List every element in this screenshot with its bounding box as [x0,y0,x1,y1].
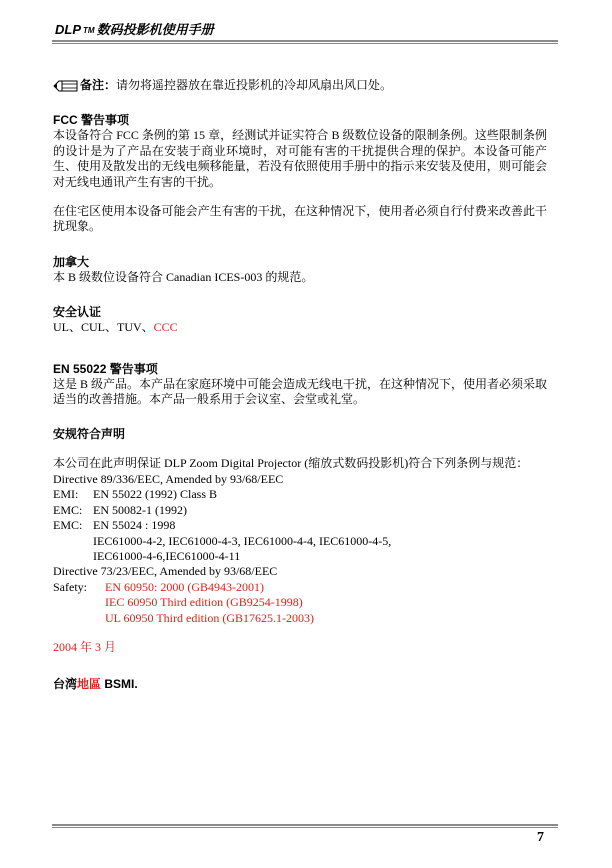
fcc-paragraph-2: 在住宅区使用本设备可能会产生有害的干扰，在这种情况下，使用者必须自行付费来改善此干扰现象。 [53,204,547,234]
compliance-intro: 本公司在此声明保证 DLP Zoom Digital Projector (缩放式数码投影机)符合下列条例与规范： [53,456,529,471]
safety-cert-text [53,320,547,335]
canada-text: 本 B 级数位设备符合 Canadian ICES-003 的规范。 [53,269,314,284]
safety-value-1: EN 60950: 2000 (GB4943-2001) [105,579,264,594]
emc-row-1 [53,503,547,518]
declaration-date: 2004 年 3 月 [53,639,117,654]
pencil-icon [53,79,79,93]
safety-key: Safety: [53,579,87,594]
emc-key-2: EMC: [53,518,83,533]
page-content [53,78,547,693]
emc-value-2: EN 55024 : 1998 [93,518,176,533]
safety-row [53,580,547,595]
note-text: 请勿将遥控器放在靠近投影机的冷却风扇出风口处。 [116,78,393,92]
fcc-paragraph-1: 本设备符合 FCC 条例的第 15 章，经测试并证实符合 B 级数位设备的限制条例。这些限制条例的设计是为了产品在安装于商业环境时，对可能有害的干扰提供合理的保护。本设备可能产生、使用及散发出的无线电频移能量，若没有依照使用手册中的指示来安装及使用，则可能会对无线电通讯产生有害的干扰。 [53,128,547,189]
safety-value-2: IEC 60950 Third edition (GB9254-1998) [105,595,303,610]
emc-standards-line-1: IEC61000-4-2, IEC61000-4-3, IEC61000-4-4, IEC61000-4-5, [93,533,392,548]
note-label: 备注： [80,78,117,92]
ccc-label: CCC [153,320,178,335]
en55022-text: 这是 B 级产品。本产品在家庭环境中可能会造成无线电干扰，在这种情况下，使用者必须采取适当的改善措施。本产品一般系用于会议室、会堂或礼堂。 [53,376,548,407]
footer-rule [52,824,558,828]
safety-value-3: UL 60950 Third edition (GB17625.1-2003) [105,610,314,625]
emi-row [53,487,547,502]
header-title-suffix: 数码投影机使用手册 [96,22,214,37]
taiwan-prefix: 台湾 [53,677,78,692]
en55022-title: EN 55022 警告事项 [53,361,158,376]
note-line [53,78,547,93]
trademark-mark: TM [83,26,95,35]
directive-1: Directive 89/336/EEC, Amended by 93/68/EEC [53,471,284,486]
directive-2: Directive 73/23/EEC, Amended by 93/68/EEC [53,564,278,579]
taiwan-bsmi [53,677,547,692]
canada-title: 加拿大 [53,254,90,269]
header-title-prefix: DLP [55,22,81,37]
taiwan-region: 地區 [77,677,102,692]
compliance-title: 安规符合声明 [53,427,126,442]
emi-key: EMI: [53,487,79,502]
header-rule [52,40,558,44]
emc-value-1: EN 50082-1 (1992) [93,502,187,517]
safety-cert-list: UL、CUL、TUV、 [53,320,154,335]
safety-cert-title: 安全认证 [53,305,102,320]
emc-key-1: EMC: [53,502,83,517]
emi-value: EN 55022 (1992) Class B [93,487,217,502]
emc-standards-line-2: IEC61000-4-6,IEC61000-4-11 [93,548,241,563]
taiwan-suffix: BSMI. [101,677,138,692]
fcc-title: FCC 警告事项 [53,113,129,128]
page-number: 7 [537,830,544,845]
emc-row-2 [53,518,547,533]
page-header [55,19,214,38]
